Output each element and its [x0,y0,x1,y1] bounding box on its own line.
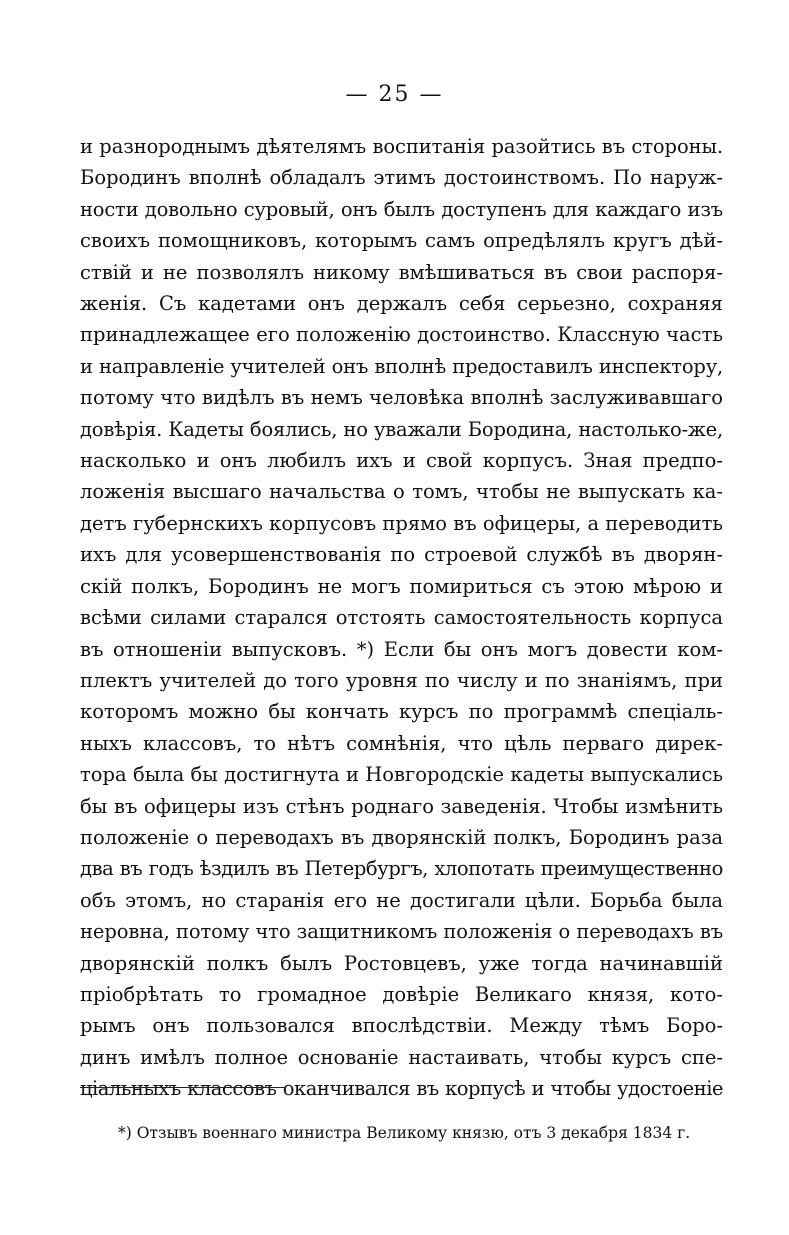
text-line: объ этомъ, но старанія его не достигали цѣли. Борьба была [80,888,723,912]
text-line: ствій и не позволялъ никому вмѣшиваться въ свои распоря- [80,260,723,284]
text-line: ціальныхъ классовъ оканчивался въ корпусѣ и чтобы удостоеніе [80,1077,723,1101]
text-line: въ отношеніи выпусковъ. *) Если бы онъ могъ довести ком- [80,637,723,661]
text-line: Бородинъ вполнѣ обладалъ этимъ достоинствомъ. По наруж- [80,166,723,190]
text-line: довѣрія. Кадеты боялись, но уважали Бородина, настолько-же, [80,417,723,441]
text-line: пріобрѣтать то громадное довѣріе Великаго князя, кото- [80,982,723,1006]
text-line: своихъ помощниковъ, которымъ самъ опредѣлялъ кругъ дѣй- [80,229,723,253]
text-line: ныхъ классовъ, то нѣтъ сомнѣнія, что цѣль перваго дирек- [80,731,723,755]
text-line: насколько и онъ любилъ ихъ и свой корпусъ. Зная предпо- [80,449,723,473]
text-line: ложенія высшаго начальства о томъ, чтобы не выпускать ка- [80,480,723,504]
text-line: бы въ офицеры изъ стѣнъ роднаго заведенія. Чтобы измѣнить [80,794,723,818]
text-line: рымъ онъ пользовался впослѣдствіи. Между тѣмъ Боро- [80,1014,723,1038]
footnote: *) Отзывъ военнаго министра Великому князю, отъ 3 декабря 1834 г. [118,1124,691,1142]
main-text-block [80,131,723,1105]
text-line: два въ годъ ѣздилъ въ Петербургъ, хлопотать преимущественно [80,857,723,881]
text-line: ности довольно суровый, онъ былъ доступенъ для каждаго изъ [80,197,723,221]
text-line: которомъ можно бы кончать курсъ по программѣ спеціаль- [80,700,723,724]
text-line: динъ имѣлъ полное основаніе настаивать, чтобы курсъ спе- [80,1045,723,1069]
page-number: — 25 — [345,82,444,107]
text-line: и разнороднымъ дѣятелямъ воспитанія разойтись въ стороны. [80,135,723,158]
text-line: принадлежащее его положенію достоинство. Классную часть [80,323,723,347]
text-line: тора была бы достигнута и Новгородскіе кадеты выпускались [80,763,723,787]
text-line: неровна, потому что защитникомъ положенія о переводахъ въ [80,920,723,944]
text-line: потому что видѣлъ въ немъ человѣка вполнѣ заслуживавшаго [80,386,723,410]
text-line: женія. Съ кадетами онъ держалъ себя серьезно, сохраняя [80,292,723,316]
text-line: детъ губернскихъ корпусовъ прямо въ офицеры, а переводить [80,511,723,535]
text-line: дворянскій полкъ былъ Ростовцевъ, уже тогда начинавшій [80,951,723,975]
text-line: ихъ для усовершенствованія по строевой службѣ въ дворян- [80,543,723,567]
footnote-divider [80,1087,286,1088]
text-line: положеніе о переводахъ въ дворянскій полкъ, Бородинъ раза [80,825,723,849]
text-line: скій полкъ, Бородинъ не могъ помириться съ этою мѣрою и [80,574,723,598]
text-line: всѣми силами старался отстоять самостоятельность корпуса [80,606,723,630]
text-line: и направленіе учителей онъ вполнѣ предоставилъ инспектору, [80,354,723,378]
text-line: плектъ учителей до того уровня по числу и по знаніямъ, при [80,668,723,692]
